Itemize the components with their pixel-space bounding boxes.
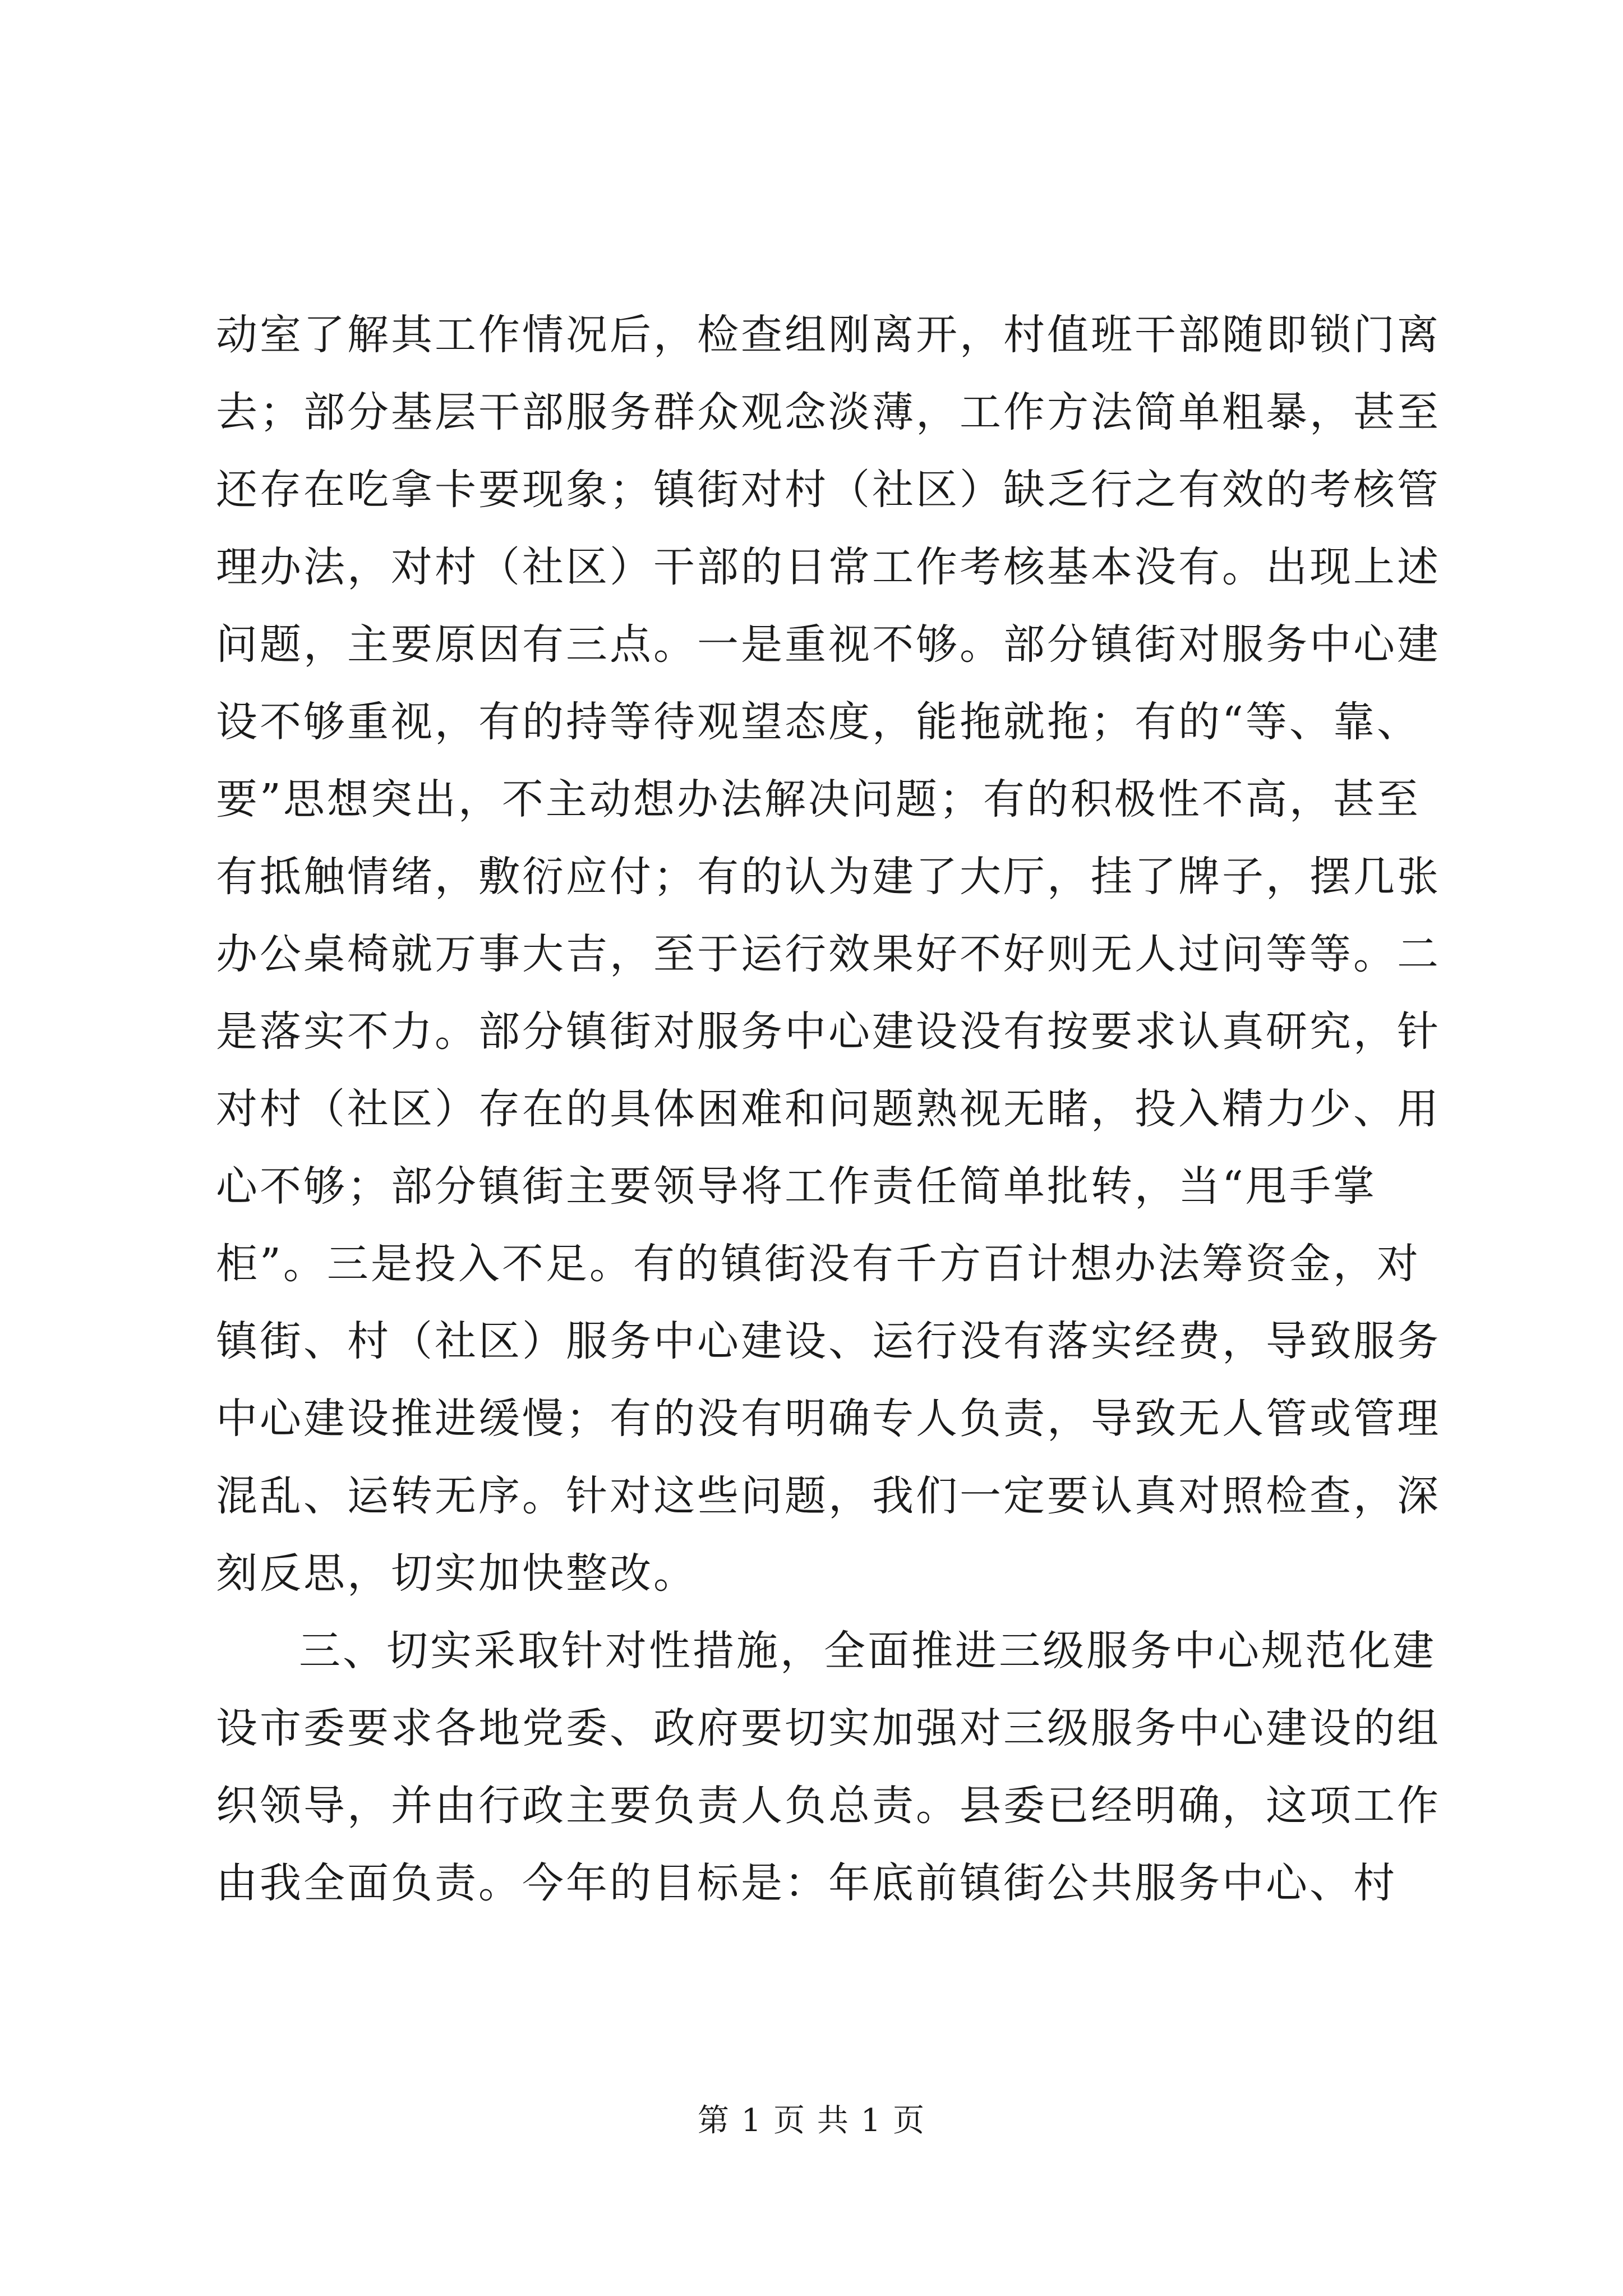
text-line: 办公桌椅就万事大吉，至于运行效果好不好则无人过问等等。二 [216, 930, 1441, 978]
text-line: 设市委要求各地党委、政府要切实加强对三级服务中心建设的组 [216, 1704, 1441, 1752]
text-line: 还存在吃拿卡要现象；镇街对村（社区）缺乏行之有效的考核管 [216, 466, 1441, 514]
text-line: 设不够重视，有的持等待观望态度，能拖就拖；有的“等、靠、 [216, 698, 1421, 746]
text-line: 问题，主要原因有三点。一是重视不够。部分镇街对服务中心建 [216, 620, 1441, 669]
text-line: 要”思想突出，不主动想办法解决问题；有的积极性不高，甚至 [216, 775, 1421, 823]
text-line: 心不够；部分镇街主要领导将工作责任简单批转，当“甩手掌 [216, 1162, 1377, 1211]
text-line: 刻反思，切实加快整改。 [216, 1549, 697, 1598]
text-line: 混乱、运转无序。针对这些问题，我们一定要认真对照检查，深 [216, 1472, 1441, 1520]
text-line: 去；部分基层干部服务群众观念淡薄，工作方法简单粗暴，甚至 [216, 388, 1441, 436]
text-line: 由我全面负责。今年的目标是：年底前镇街公共服务中心、村 [216, 1859, 1397, 1907]
document-body [216, 296, 1441, 1922]
text-line: 对村（社区）存在的具体困难和问题熟视无睹，投入精力少、用 [216, 1085, 1441, 1133]
section-heading-line: 三、切实采取针对性措施，全面推进三级服务中心规范化建 [299, 1627, 1436, 1675]
text-line: 镇街、村（社区）服务中心建设、运行没有落实经费，导致服务 [216, 1317, 1441, 1365]
text-line: 理办法，对村（社区）干部的日常工作考核基本没有。出现上述 [216, 543, 1441, 591]
text-line: 有抵触情绪，敷衍应付；有的认为建了大厅，挂了牌子，摆几张 [216, 853, 1441, 901]
page-footer [0, 2096, 1623, 2141]
text-line: 是落实不力。部分镇街对服务中心建设没有按要求认真研究，针 [216, 1007, 1441, 1056]
text-line: 柜”。三是投入不足。有的镇街没有千方百计想办法筹资金，对 [216, 1240, 1421, 1288]
page-number: 第 1 页 共 1 页 [697, 2102, 926, 2139]
text-line: 织领导，并由行政主要负责人负总责。县委已经明确，这项工作 [216, 1782, 1441, 1830]
text-line: 中心建设推进缓慢；有的没有明确专人负责，导致无人管或管理 [216, 1395, 1441, 1443]
text-line: 动室了解其工作情况后，检查组刚离开，村值班干部随即锁门离 [216, 311, 1441, 359]
